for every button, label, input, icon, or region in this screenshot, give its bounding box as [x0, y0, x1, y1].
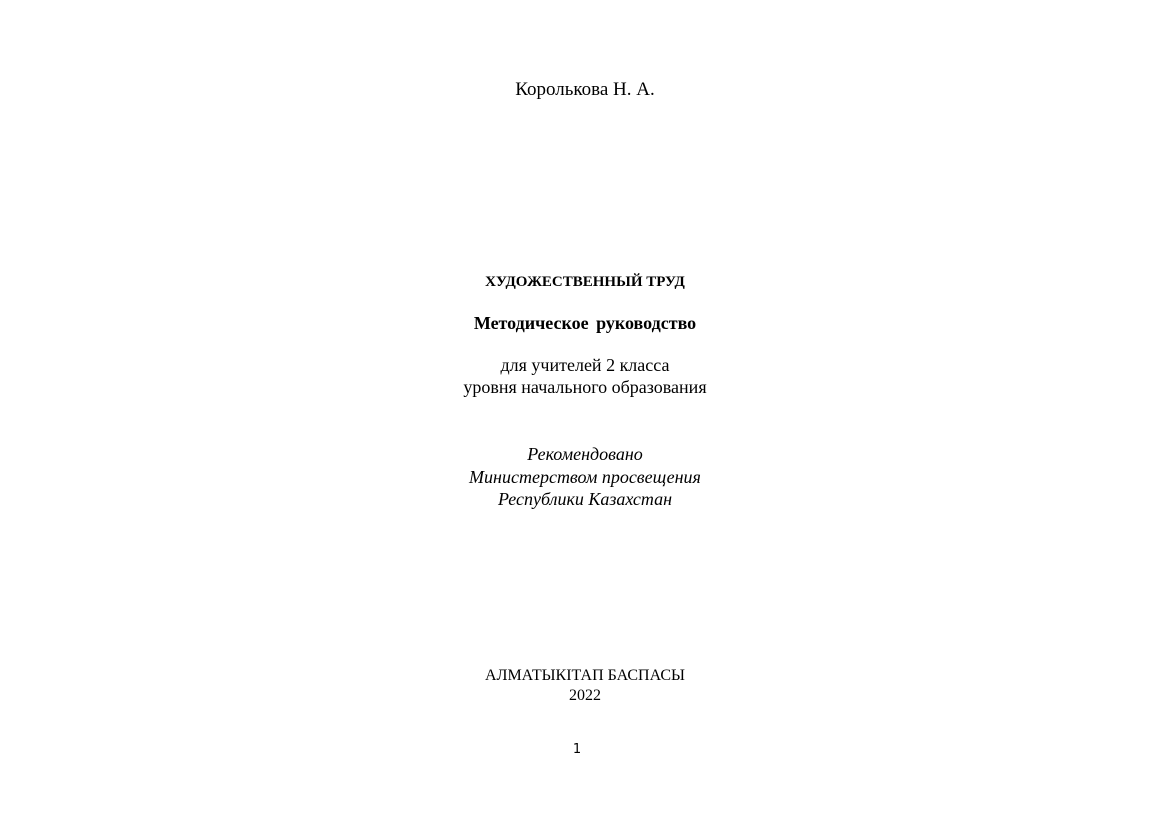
- audience-line-2: уровня начального образования: [463, 377, 707, 397]
- recommendation-line-1: Рекомендовано: [527, 444, 643, 464]
- recommendation-line-2: Министерством просвещения: [469, 467, 701, 487]
- publication-year: 2022: [569, 687, 601, 704]
- audience-line-1: для учителей 2 класса: [500, 355, 670, 375]
- page-number: 1: [572, 742, 582, 757]
- recommendation-line-3: Республики Казахстан: [497, 489, 673, 509]
- author-name: Королькова Н. А.: [515, 79, 655, 100]
- publisher-name: АЛМАТЫКІТАП БАСПАСЫ: [485, 667, 685, 684]
- document-type: Методическое руководство: [473, 313, 697, 333]
- subject-title: ХУДОЖЕСТВЕННЫЙ ТРУД: [485, 274, 685, 290]
